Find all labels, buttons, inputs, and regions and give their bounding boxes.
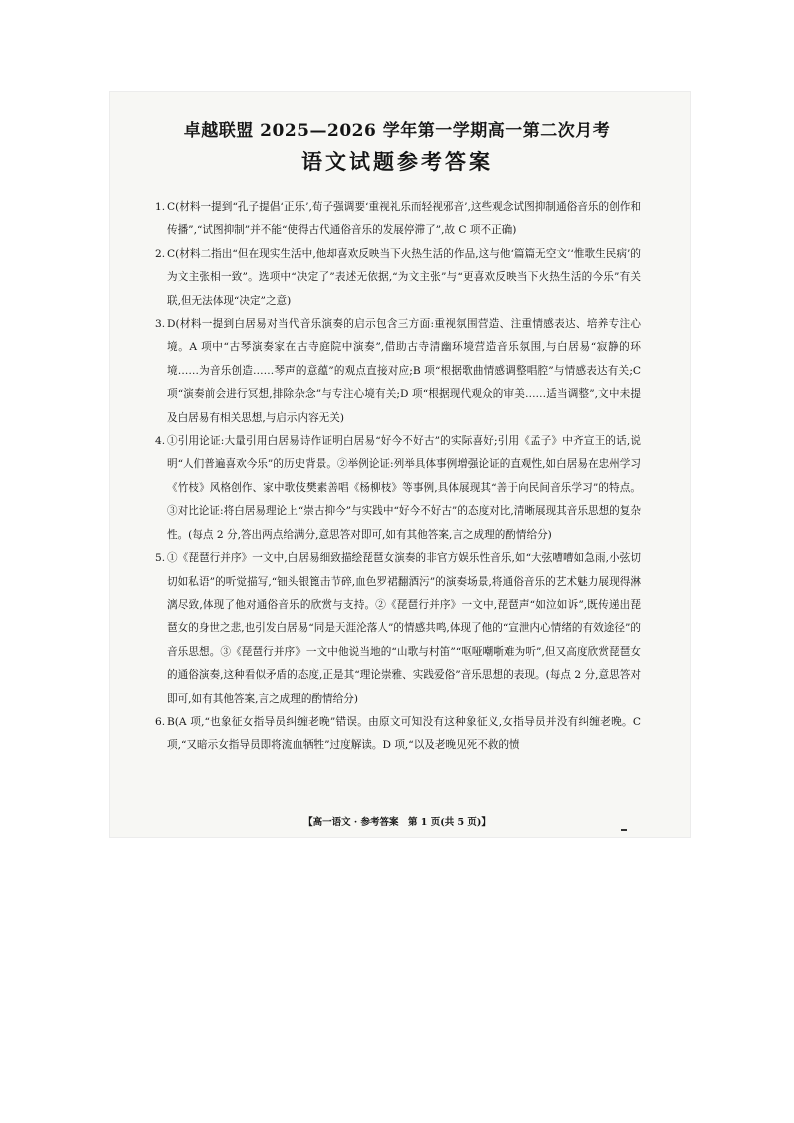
item-text: D(材料一提到白居易对当代音乐演奏的启示包含三方面:重视氛围营造、注重情感表达、培养专注心境。A 项中“古琴演奏家在古寺庭院中演奏”,借助古寺清幽环境营造音乐氛围,与白居易“寂静的环境……为音乐创造……琴声的意蕴”的观点直接对应;B 项“根据歌曲情感调整唱腔”与情感表达有关;C 项“演奏前会进行冥想,排除杂念”与专注心境有关;D 项“根据现代观众的审美……适当调整”,文中未提及白居易有相关思想,与启示内容无关)	[167, 318, 642, 424]
item-number: 2.	[155, 247, 166, 260]
item-text: C(材料二指出“但在现实生活中,他却喜欢反映当下火热生活的作品,这与他‘篇篇无空文’‘惟歌生民病’的为文主张相一致”。选项中“决定了”表述无依据,“为文主张”与“更喜欢反映当下火热生活的今乐”有关联,但无法体现“决定”之意)	[167, 247, 641, 307]
page-footer: 【高一语文 · 参考答案 第 1 页(共 5 页)】	[303, 817, 491, 828]
item-text: B(A 项,“也象征女指导员纠缠老晚”错误。由原文可知没有这种象征义,女指导员并没有纠缠老晚。C 项,“又暗示女指导员即将流血牺牲”过度解读。D 项,“以及老晚见死不救的愤	[167, 715, 641, 752]
answer-item-3	[157, 313, 641, 430]
scan-mark	[621, 829, 627, 831]
item-text: ①引用论证:大量引用白居易诗作证明白居易“好今不好古”的实际喜好;引用《孟子》中齐宣王的话,说明“人们普遍喜欢今乐”的历史背景。②举例论证:列举具体事例增强论证的直观性,如白居易在忠州学习《竹枝》风格创作、家中歌伎樊素善唱《杨柳枝》等事例,具体展现其“善于向民间音乐学习”的特点。③对比论证:将白居易理论上“崇古抑今”与实践中“好今不好古”的态度对比,清晰展现其音乐思想的复杂性。(每点 2 分,答出两点给满分,意思答对即可,如有其他答案,言之成理的酌情给分)	[167, 435, 641, 541]
answer-item-4	[157, 430, 641, 547]
item-number: 1.	[155, 201, 166, 213]
answer-item-6	[157, 711, 641, 758]
item-text: ①《琵琶行并序》一文中,白居易细致描绘琵琶女演奏的非官方娱乐性音乐,如“大弦嘈嘈如急雨,小弦切切如私语”的听觉描写,“钿头银篦击节碎,血色罗裙翻酒污”的演奏场景,将通俗音乐的艺术魅力展现得淋漓尽致,体现了他对通俗音乐的欣赏与支持。②《琵琶行并序》一文中,琵琶声“如泣如诉”,既传递出琵琶女的身世之悲,也引发白居易“同是天涯沦落人”的情感共鸣,体现了他的“宣泄内心情绪的有效途径”的音乐思想。③《琵琶行并序》一文中他说当地的“山歌与村笛”“呕哑嘲哳难为听”,但又高度欣赏琵琶女的通俗演奏,这种看似矛盾的态度,正是其“理论崇雅、实践爱俗”音乐思想的表现。(每点 2 分,意思答对即可,如有其他答案,言之成理的酌情给分)	[167, 552, 641, 705]
item-text: C(材料一提到“孔子提倡‘正乐’,荀子强调要‘重视礼乐而轻视邪音’,这些观念试图抑制通俗音乐的创作和传播”,“试图抑制”并不能“使得古代通俗音乐的发展停滞了”,故 C 项不正确)	[167, 201, 641, 237]
answer-item-5	[157, 547, 641, 711]
answer-item-1	[157, 196, 641, 243]
answer-key-title: 语文试题参考答案	[301, 149, 493, 174]
answer-list	[157, 196, 641, 758]
item-number: 6.	[155, 715, 166, 728]
item-number: 4.	[155, 435, 166, 448]
exam-title: 卓越联盟 2025—2026 学年第一学期高一第二次月考	[183, 121, 611, 141]
item-number: 3.	[155, 318, 166, 331]
item-number: 5.	[155, 552, 166, 565]
answer-item-2	[157, 243, 641, 313]
